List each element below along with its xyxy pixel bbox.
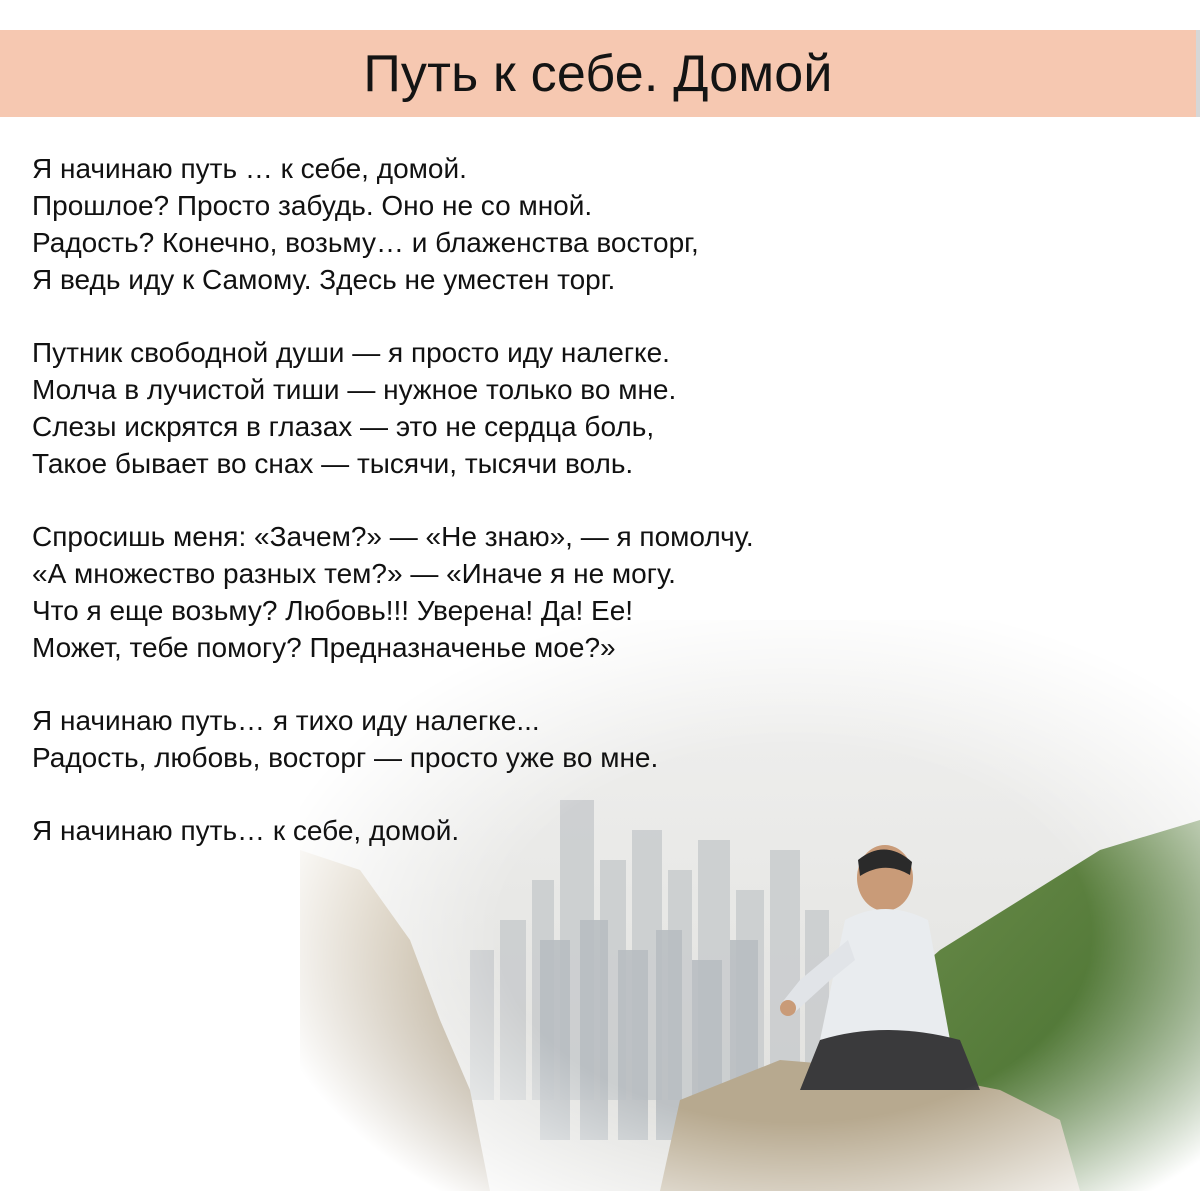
poem-line: Молча в лучистой тиши — нужное только во мне. [32,374,677,405]
poem-line: Путник свободной души — я просто иду налегке. [32,337,670,368]
poem-line: Радость? Конечно, возьму… и блаженства восторг, [32,227,699,258]
poem-line: Такое бывает во снах — тысячи, тысячи воль. [32,448,634,479]
poem-line: Радость, любовь, восторг — просто уже во мне. [32,742,659,773]
stanza-5 [32,812,912,849]
stanza-1 [32,150,912,298]
poem-line: «А множество разных тем?» — «Иначе я не могу. [32,558,676,589]
poem-line: Я начинаю путь … к себе, домой. [32,153,467,184]
poem-line: Прошлое? Просто забудь. Оно не со мной. [32,190,593,221]
poem-line: Слезы искрятся в глазах — это не сердца боль, [32,411,655,442]
poem-line: Я ведь иду к Самому. Здесь не уместен торг. [32,264,616,295]
stanza-4 [32,702,912,776]
title-banner [0,30,1200,117]
stanza-2 [32,334,912,482]
poem-line: Я начинаю путь… я тихо иду налегке... [32,705,540,736]
poem-line: Спросишь меня: «Зачем?» — «Не знаю», — я помолчу. [32,521,754,552]
page-title: Путь к себе. Домой [363,44,833,103]
poem-line: Может, тебе помогу? Предназначенье мое?» [32,632,616,663]
poem-line: Я начинаю путь… к себе, домой. [32,815,460,846]
stanza-3 [32,518,912,666]
poem-body [32,150,912,885]
poem-line: Что я еще возьму? Любовь!!! Уверена! Да! Ее! [32,595,634,626]
